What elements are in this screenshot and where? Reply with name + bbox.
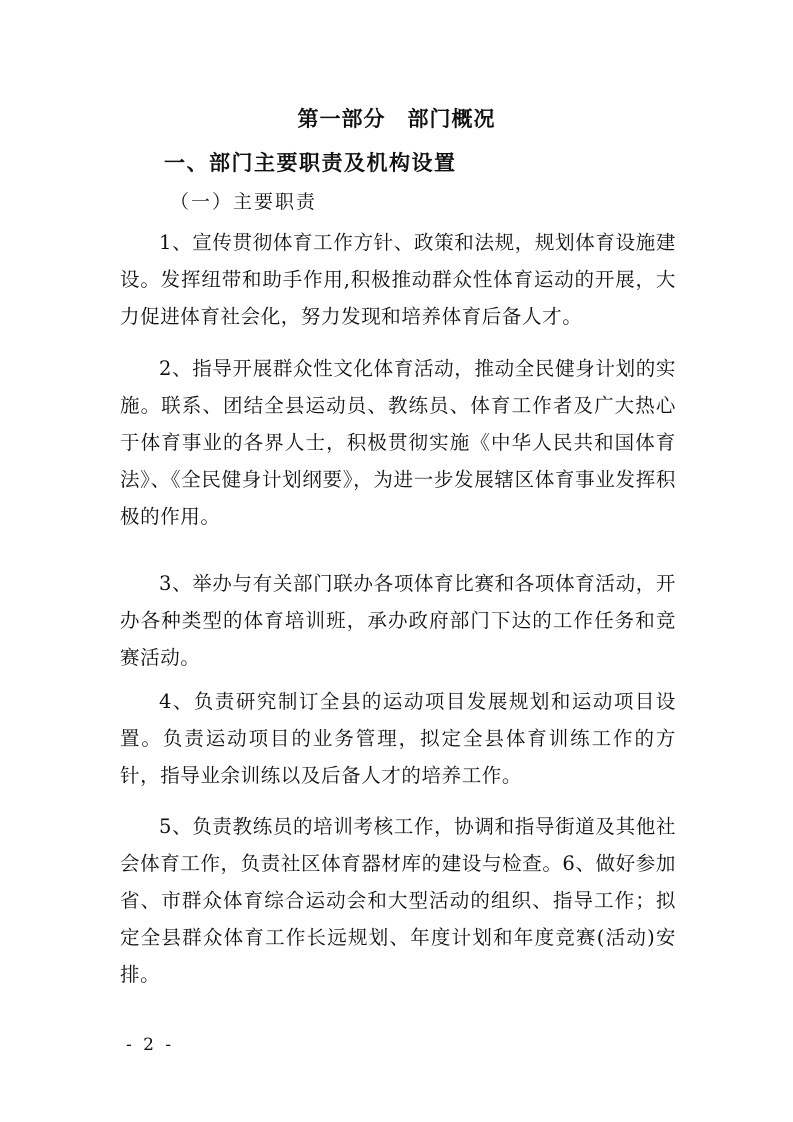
duty-paragraph-3: 3、举办与有关部门联办各项体育比赛和各项体育活动，开办各种类型的体育培训班，承办政府部门下达的工作任务和竞赛活动。 — [120, 572, 676, 669]
duty-paragraph-5: 5、负责教练员的培训考核工作，协调和指导街道及其他社会体育工作，负责社区体育器材库的建设与检查。6、做好参加省、市群众体育综合运动会和大型活动的组织、指导工作；拟定全县群众体育工作长远规划、年度计划和年度竞赛(活动)安排。 — [120, 815, 676, 986]
page-number: - 2 - — [126, 1035, 175, 1055]
duty-paragraph-1: 1、宣传贯彻体育工作方针、政策和法规，规划体育设施建设。发挥纽带和助手作用,积极推动群众性体育运动的开展，大力促进体育社会化，努力发现和培养体育后备人才。 — [120, 231, 676, 328]
part-title-left: 第一部分 — [297, 106, 386, 131]
sub-title: （一）主要职责 — [170, 191, 318, 213]
part-title-right: 部门概况 — [407, 106, 496, 131]
duty-paragraph-4: 4、负责研究制订全县的运动项目发展规划和运动项目设置。负责运动项目的业务管理，拟定全县体育训练工作的方针，指导业余训练以及后备人才的培养工作。 — [120, 690, 676, 787]
section-title: 一、部门主要职责及机构设置 — [164, 150, 457, 175]
duty-paragraph-2: 2、指导开展群众性文化体育活动，推动全民健身计划的实施。联系、团结全县运动员、教练员、体育工作者及广大热心于体育事业的各界人士，积极贯彻实施《中华人民共和国体育法》、《全民健身计划纲要》，为进一步发展辖区体育事业发挥积极的作用。 — [120, 357, 676, 528]
part-title — [0, 103, 793, 133]
